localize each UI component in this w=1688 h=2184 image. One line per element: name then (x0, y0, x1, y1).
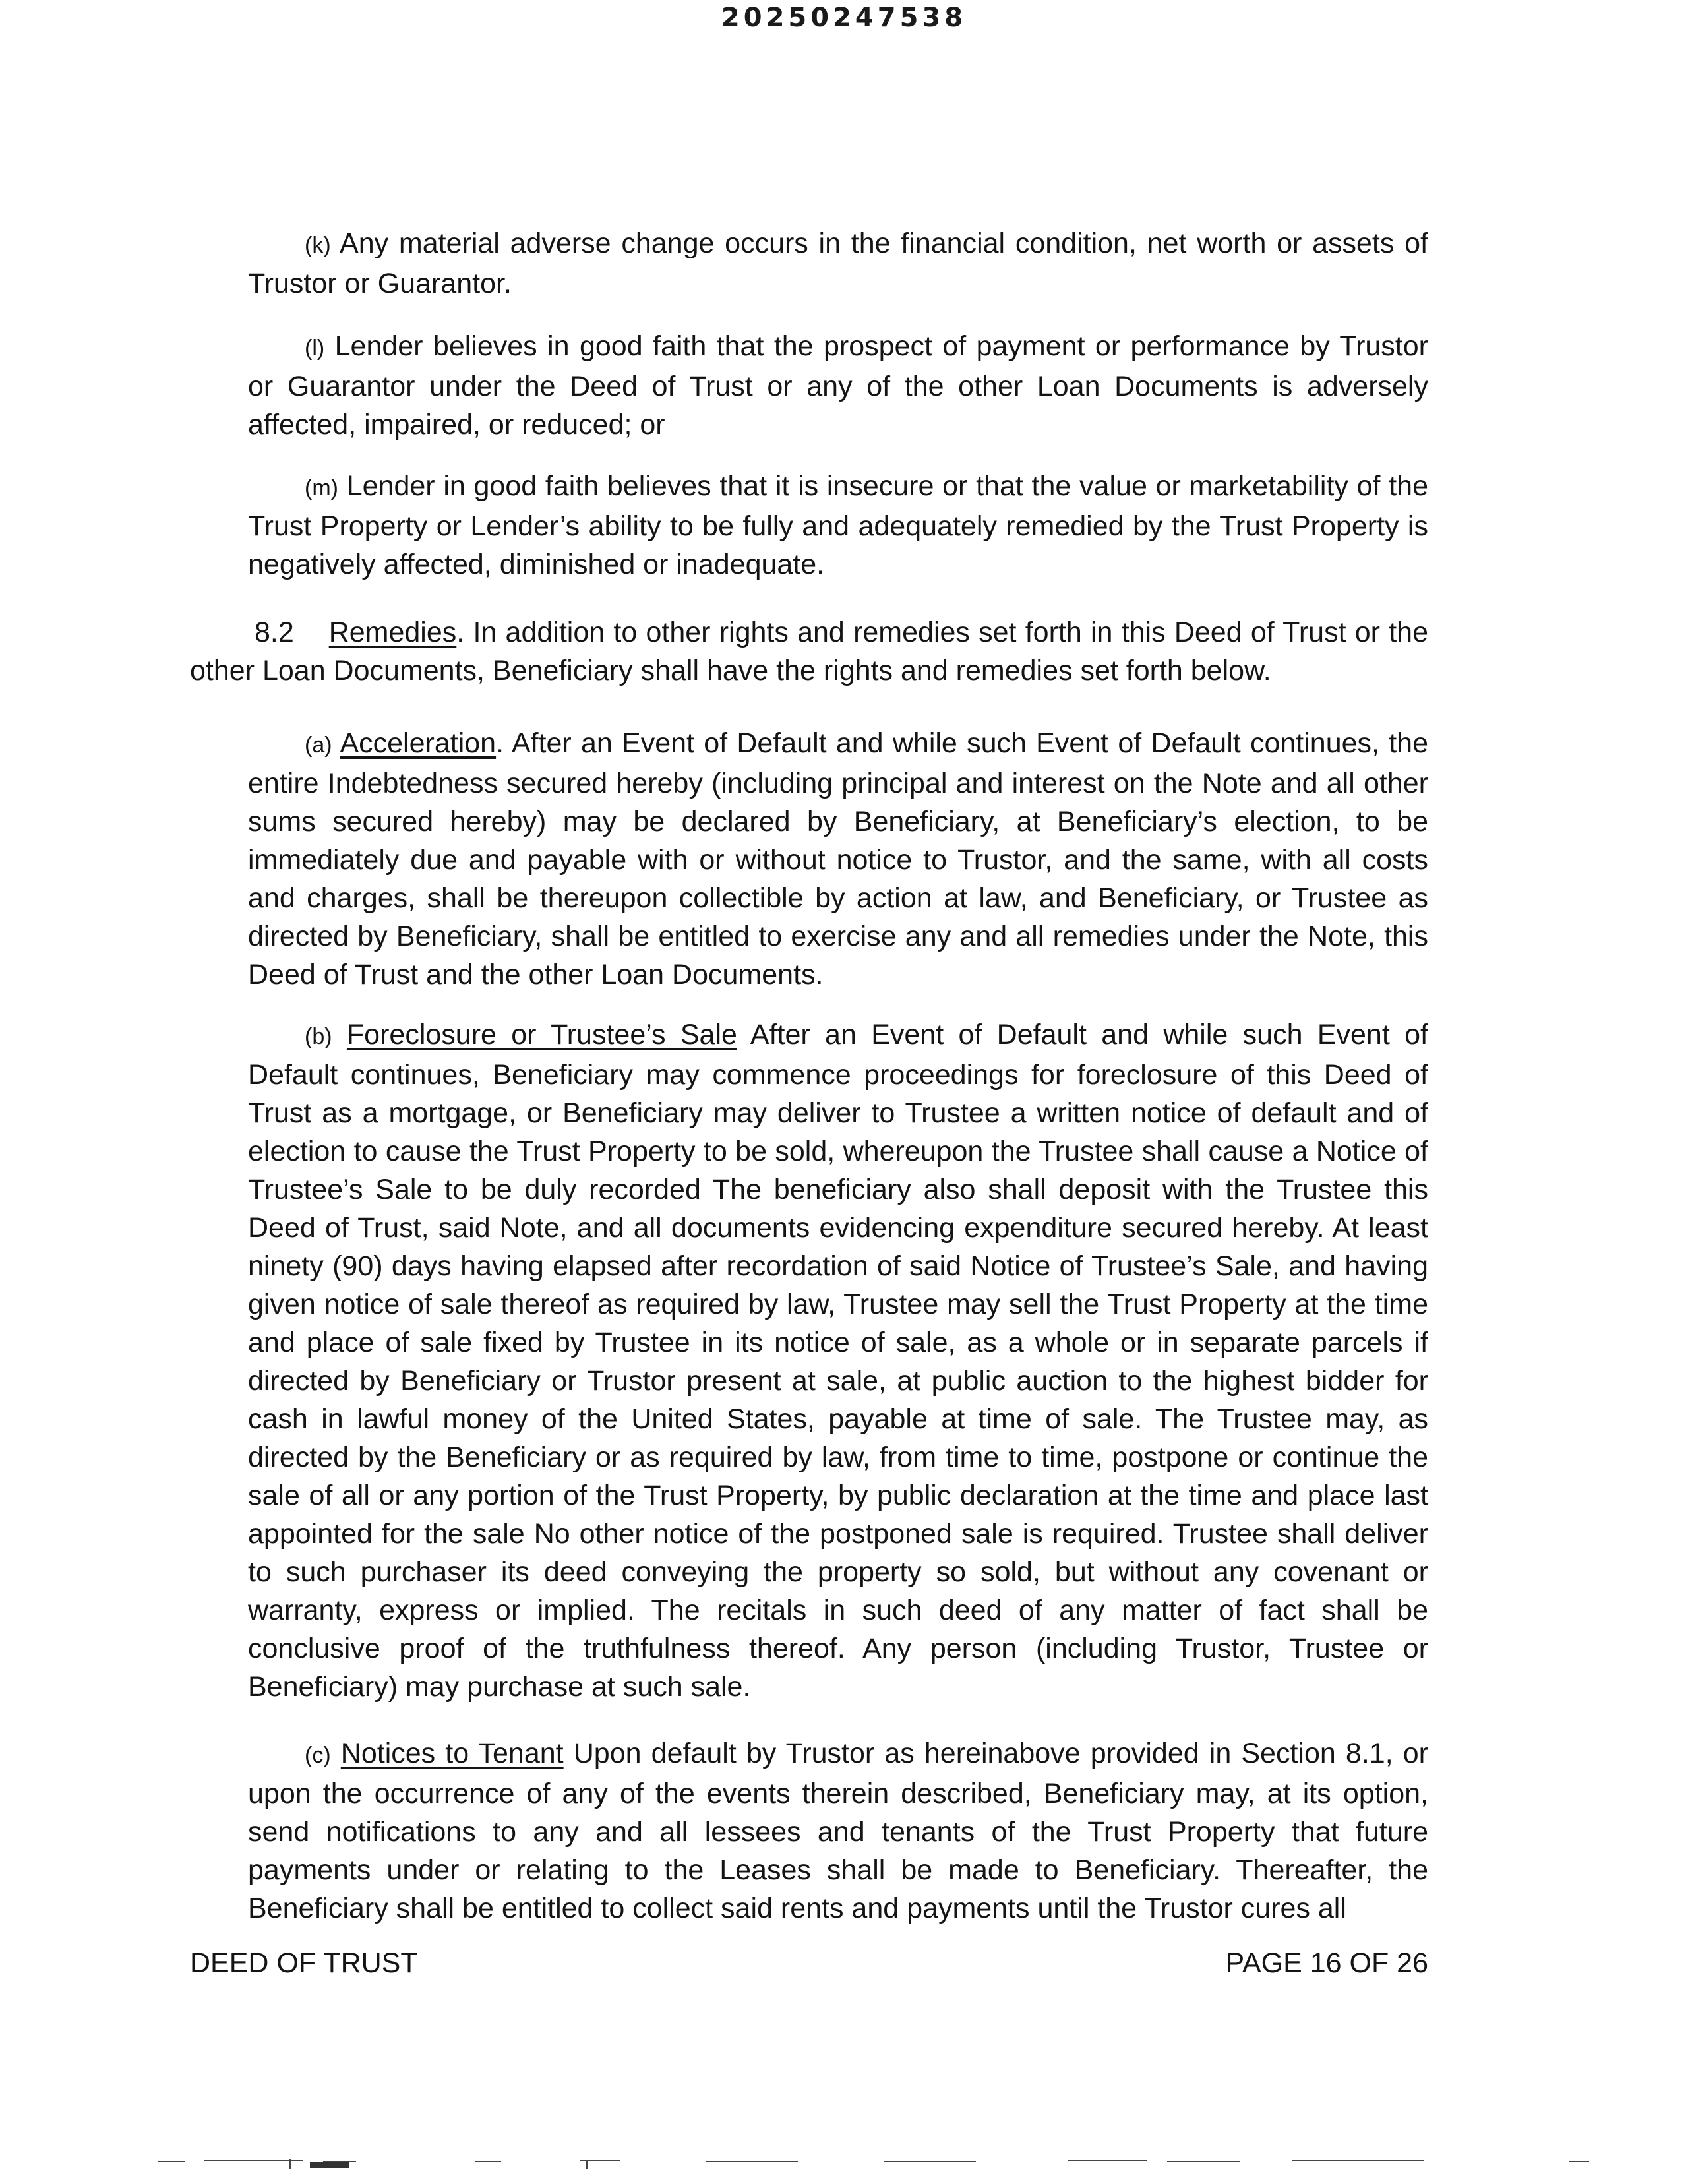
clause-k-text: Any material adverse change occurs in the financial condition, net worth or assets of Trustor or Guarantor. (248, 228, 1428, 299)
clause-m (248, 467, 1428, 584)
clause-l (248, 327, 1428, 444)
clause-b-label: (b) (305, 1024, 332, 1049)
clause-b (248, 1016, 1428, 1706)
recording-number: 20250247538 (721, 3, 967, 33)
clause-l-text: Lender believes in good faith that the prospect of payment or performance by Trustor or Guarantor under the Deed of Trust or any of the other Loan Documents is adversely affected, impaired, or reduced; or (248, 330, 1428, 440)
clause-a (248, 724, 1428, 994)
footer-title: DEED OF TRUST (190, 1947, 418, 1979)
footer-page-number: PAGE 16 OF 26 (1225, 1947, 1428, 1979)
section-8-2-number: 8.2 (255, 617, 294, 648)
section-8-2-text: . In addition to other rights and remedies set forth in this Deed of Trust or the other Loan Documents, Beneficiary shall have the rights and remedies set forth below. (190, 617, 1428, 686)
clause-k (248, 224, 1428, 303)
clause-a-text: . After an Event of Default and while such Event of Default continues, the entire Indebtedness secured hereby (including principal and interest on the Note and all other sums secured hereby) may be declared by Beneficiary, at Beneficiary’s election, to be immediately due and payable with or without notice to Trustor, and the same, with all costs and charges, shall be thereupon collectible by action at law, and Beneficiary, or Trustee as directed by Beneficiary, shall be entitled to exercise any and all remedies under the Note, this Deed of Trust and the other Loan Documents. (248, 727, 1429, 990)
clause-b-heading: Foreclosure or Trustee’s Sale (346, 1019, 737, 1050)
clause-b-text: After an Event of Default and while such Event of Default continues, Beneficiary may commence proceedings for foreclosure of this Deed of Trust as a mortgage, or Beneficiary may deliver to Trustee a written notice of default and of election to cause the Trust Property to be sold, whereupon the Trustee shall cause a Notice of Trustee’s Sale to be duly recorded The beneficiary also shall deposit with the Trustee this Deed of Trust, said Note, and all documents evidencing expenditure secured hereby. At least ninety (90) days having elapsed after recordation of said Notice of Trustee’s Sale, and having given notice of sale thereof as required by law, Trustee may sell the Trust Property at the time and place of sale fixed by Trustee in its notice of sale, as a whole or in separate parcels if directed by Beneficiary or Trustor present at sale, at public auction to the highest bidder for cash in lawful money of the United States, payable at time of sale. The Trustee may, as directed by the Beneficiary or as required by law, from time to time, postpone or continue the sale of all or any portion of the Trust Property, by public declaration at the time and place last appointed for the sale No other notice of the postponed sale is required. Trustee shall deliver to such purchaser its deed conveying the property so sold, but without any covenant or warranty, express or implied. The recitals in such deed of any matter of fact shall be conclusive proof of the truthfulness thereof. Any person (including Trustor, Trustee or Beneficiary) may purchase at such sale. (248, 1019, 1428, 1703)
clause-c-heading: Notices to Tenant (340, 1738, 564, 1769)
section-8-2-heading: Remedies (328, 617, 457, 648)
clause-m-label: (m) (305, 475, 338, 501)
clause-c (248, 1734, 1428, 1927)
clause-a-heading: Acceleration (340, 727, 497, 759)
section-8-2 (190, 613, 1428, 690)
clause-k-label: (k) (305, 233, 331, 258)
clause-m-text: Lender in good faith believes that it is insecure or that the value or marketability of the Trust Property or Lender’s ability to be fully and adequately remedied by the Trust Property is negatively affected, diminished or inadequate. (248, 470, 1428, 580)
clause-c-label: (c) (305, 1743, 331, 1768)
scan-artifact-marks (158, 2158, 1596, 2171)
clause-l-label: (l) (305, 336, 325, 361)
clause-a-label: (a) (305, 733, 332, 758)
clause-c-text: Upon default by Trustor as hereinabove provided in Section 8.1, or upon the occurrence of any of the events therein described, Beneficiary may, at its option, send notifications to any and all lessees and tenants of the Trust Property that future payments under or relating to the Leases shall be made to Beneficiary. Thereafter, the Beneficiary shall be entitled to collect said rents and payments until the Trustor cures all (248, 1738, 1428, 1924)
